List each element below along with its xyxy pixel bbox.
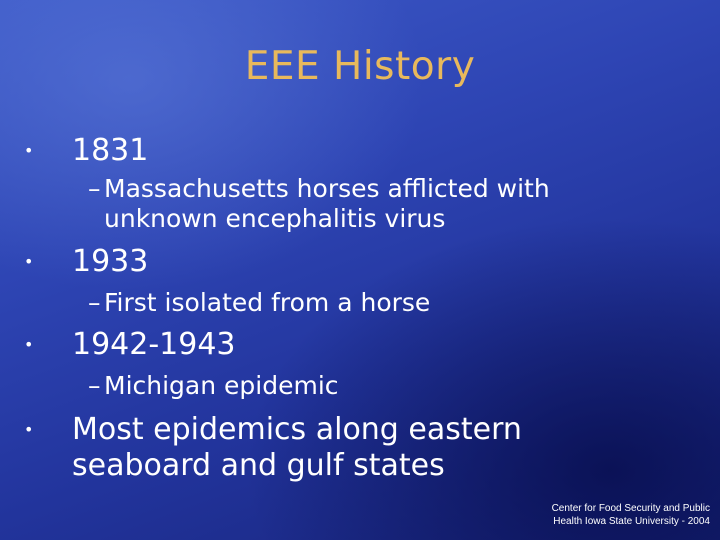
bullet-text: 1942-1943 bbox=[72, 327, 236, 362]
bullet-icon: • bbox=[24, 141, 34, 160]
dash-icon: – bbox=[88, 288, 101, 317]
bullet-icon: • bbox=[24, 252, 34, 271]
bullet-icon: • bbox=[24, 335, 34, 354]
bullet-text: 1933 bbox=[72, 244, 149, 279]
bullet-text: 1831 bbox=[72, 133, 149, 168]
dash-icon: – bbox=[88, 371, 101, 400]
sub-text: Massachusetts horses afflicted with unknown encephalitis virus bbox=[104, 174, 550, 233]
slide-title: EEE History bbox=[244, 44, 476, 89]
bullet-text: Most epidemics along eastern seaboard and gulf states bbox=[72, 412, 522, 483]
footer-credit: Center for Food Security and Public Health Iowa State University - 2004 bbox=[551, 503, 710, 527]
dash-icon: – bbox=[88, 174, 101, 203]
sub-text: First isolated from a horse bbox=[104, 288, 431, 317]
sub-text: Michigan epidemic bbox=[104, 371, 339, 400]
bullet-icon: • bbox=[24, 420, 34, 439]
